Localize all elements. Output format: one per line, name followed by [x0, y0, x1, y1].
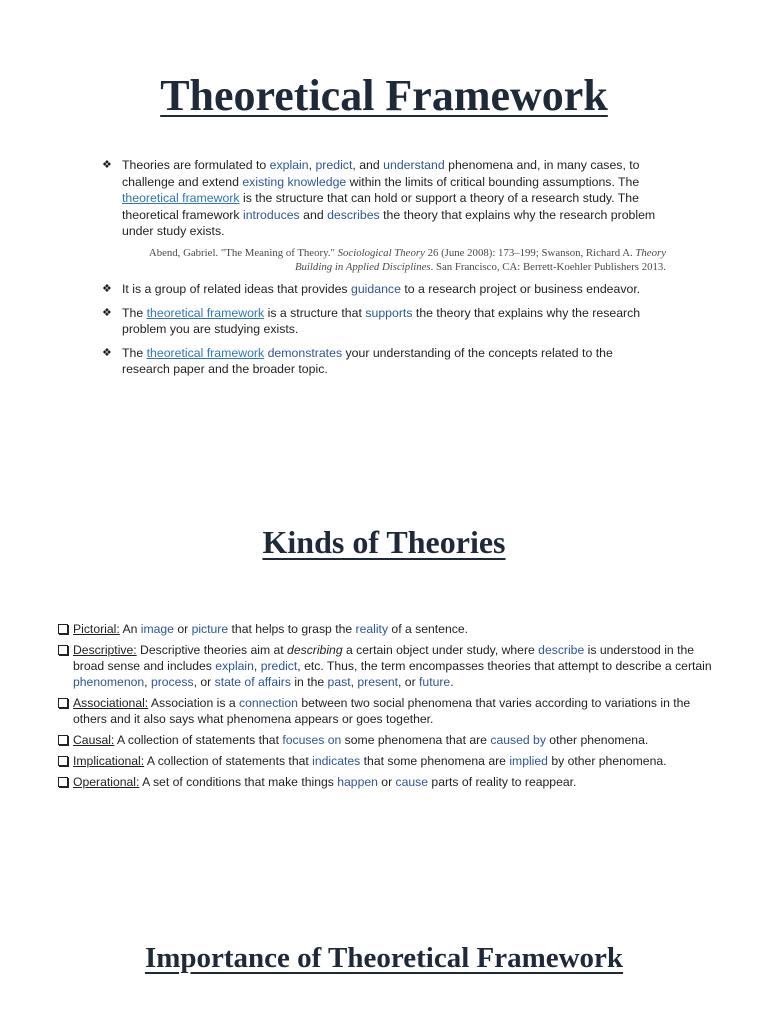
text: Association is a: [148, 696, 239, 710]
text: Theories are formulated to: [122, 158, 270, 172]
highlight-text: introduces: [242, 207, 300, 222]
term-label: Descriptive:: [73, 643, 137, 657]
emphasis-text: describing: [287, 643, 343, 657]
text: Descriptive theories aim at: [136, 643, 288, 657]
highlight-text: guidance: [351, 282, 401, 296]
highlight-text: caused by: [490, 733, 546, 747]
highlight-text: happen: [337, 775, 378, 789]
text: or: [173, 622, 192, 636]
text: , and: [352, 158, 384, 172]
text: , or: [193, 675, 215, 689]
highlight-text: reality: [355, 622, 389, 636]
text: of a sentence.: [388, 622, 468, 636]
list-item-implicational: [58, 753, 718, 769]
text: that helps to grasp the: [228, 622, 356, 636]
highlight-text: describes: [327, 207, 380, 222]
list-item: [102, 345, 662, 378]
text: The: [122, 345, 147, 360]
highlight-text: implied: [509, 754, 548, 768]
text: ,: [253, 659, 261, 673]
checkbox-bullet-icon: [58, 645, 68, 655]
highlight-text: connection: [238, 696, 298, 710]
checkbox-bullet-icon: [58, 735, 68, 745]
text: a certain object under study, where: [342, 643, 539, 657]
highlight-text: future: [419, 675, 451, 689]
theoretical-framework-link[interactable]: theoretical framework: [122, 191, 240, 205]
list-item-operational: [58, 774, 718, 790]
list-item-causal: [58, 732, 718, 748]
term-label: Operational:: [73, 775, 140, 789]
text: A set of conditions that make things: [139, 775, 338, 789]
text: is understood in the broad sense and includes: [73, 643, 695, 673]
citation-text: Abend, Gabriel. "The Meaning of Theory.": [148, 247, 338, 259]
section-heading-importance: Importance of Theoretical Framework: [144, 942, 624, 974]
checkbox-bullet-icon: [58, 756, 68, 766]
citation-text: . San Francisco, CA: Berrett-Koehler Publishers 2013.: [430, 260, 666, 273]
highlight-text: existing knowledge: [242, 174, 347, 189]
highlight-text: state of affairs: [214, 675, 291, 689]
checkbox-bullet-icon: [58, 698, 68, 708]
text: that some phenomena are: [360, 754, 510, 768]
citation-text: 26 (June 2008): 173–199; Swanson, Richard A.: [424, 247, 636, 259]
highlight-text: focuses on: [282, 733, 342, 747]
highlight-text: cause: [395, 775, 429, 789]
text: ,: [308, 158, 316, 172]
text: your understanding of the concepts related to the research paper and the broader topic.: [122, 345, 613, 376]
text: .: [450, 675, 454, 689]
highlight-text: predict: [260, 659, 298, 673]
text: parts of reality to reappear.: [428, 775, 577, 789]
list-item: [102, 305, 662, 338]
term-label: Pictorial:: [73, 622, 120, 636]
text: ,: [350, 675, 358, 689]
text: within the limits of critical bounding assumptions. The: [346, 174, 640, 189]
text: phenomena and, in many cases, to challenge and extend: [122, 158, 640, 189]
text: A collection of statements that: [114, 733, 283, 747]
checkbox-bullet-icon: [58, 777, 68, 787]
highlight-text: past: [327, 675, 351, 689]
text: , etc. Thus, the term encompasses theories that attempt to describe a certain: [297, 659, 712, 673]
citation: [122, 247, 666, 274]
intro-bullet-list: [102, 157, 662, 240]
text: to a research project or business endeavor.: [400, 282, 641, 296]
text: or: [377, 775, 396, 789]
text: It is a group of related ideas that provides: [122, 282, 351, 296]
text: between two social phenomena that varies according to variations in the others and it also says what phenomena appears or goes together.: [73, 696, 691, 726]
highlight-text: image: [140, 622, 174, 636]
highlight-text: predict: [315, 158, 353, 172]
theoretical-framework-link[interactable]: theoretical framework: [146, 345, 265, 360]
term-label: Implicational:: [73, 754, 145, 768]
term-label: Associational:: [73, 696, 149, 710]
text: and: [299, 207, 328, 222]
page-title: Theoretical Framework: [160, 71, 608, 120]
text: is a structure that: [264, 305, 366, 320]
text: in the: [290, 675, 328, 689]
text: other phenomena.: [545, 733, 649, 747]
highlight-text: demonstrates: [264, 345, 343, 360]
text: some phenomena that are: [341, 733, 491, 747]
text: An: [119, 622, 141, 636]
checkbox-bullet-icon: [58, 624, 68, 634]
section-heading-kinds: Kinds of Theories: [262, 524, 506, 560]
highlight-text: explain: [215, 659, 254, 673]
text: ,: [144, 675, 151, 689]
list-item-pictorial: [58, 621, 718, 637]
highlight-text: process: [150, 675, 194, 689]
text: A collection of statements that: [144, 754, 313, 768]
diamond-bullet-icon: ❖: [102, 306, 112, 319]
diamond-bullet-icon: ❖: [102, 159, 112, 171]
highlight-text: describe: [538, 643, 585, 657]
text: , or: [398, 675, 420, 689]
text: is the structure that can hold or support a theory of a research study. The theoretical framework: [122, 191, 639, 222]
highlight-text: supports: [365, 305, 413, 320]
list-item-descriptive: [58, 642, 718, 690]
diamond-bullet-icon: ❖: [102, 346, 112, 359]
citation-book: Theory Building in Applied Disciplines: [294, 247, 666, 273]
highlight-text: indicates: [312, 754, 361, 768]
list-item: [102, 281, 662, 298]
citation-journal: Sociological Theory: [337, 247, 425, 259]
text: The: [122, 305, 147, 320]
highlight-text: present: [357, 675, 399, 689]
list-item-associational: [58, 695, 718, 727]
list-item: [102, 157, 662, 240]
text: the theory that explains why the research problem under study exists.: [122, 207, 656, 238]
diamond-bullet-icon: ❖: [102, 283, 112, 295]
text: by other phenomena.: [547, 754, 667, 768]
intro-bullet-list-2: [102, 281, 662, 378]
theoretical-framework-link[interactable]: theoretical framework: [146, 305, 265, 320]
term-label: Causal:: [73, 733, 115, 747]
highlight-text: phenomenon: [73, 675, 145, 689]
highlight-text: picture: [191, 622, 229, 636]
highlight-text: explain: [269, 158, 309, 172]
highlight-text: understand: [383, 158, 445, 172]
kinds-of-theories-list: [58, 621, 718, 790]
text: the theory that explains why the research problem you are studying exists.: [122, 305, 641, 336]
